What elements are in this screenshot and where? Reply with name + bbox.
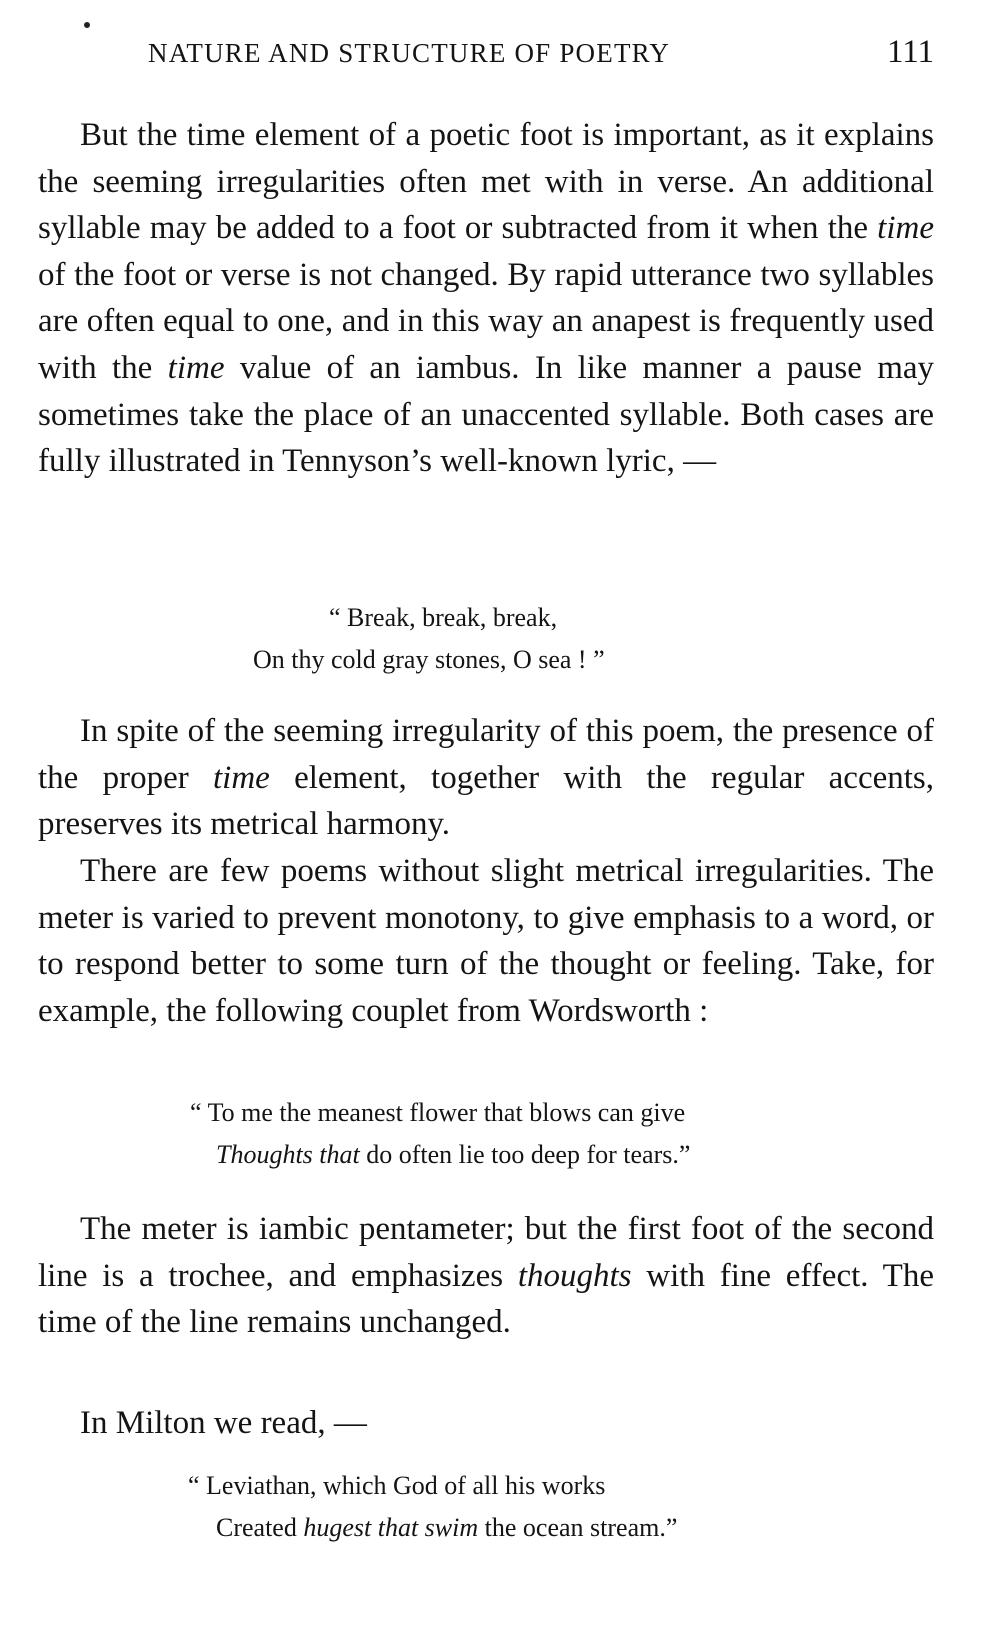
verse-wordsworth bbox=[190, 1092, 690, 1176]
text-run: There are few poems without slight metrical irregularities. The meter is varied to prevent monotony, to give emphasis to a word, or to respond better to some turn of the thought or feeling. Take, for example, the following couplet from Wordsworth : bbox=[38, 853, 934, 1029]
text-run: The meter is iambic pentameter; but the first foot of the second line is a trochee, and emphasizes bbox=[38, 1211, 934, 1294]
paragraph-few-poems bbox=[38, 848, 934, 1034]
text-run: do often lie too deep for tears.” bbox=[359, 1140, 691, 1169]
verse-line: “ Break, break, break, bbox=[329, 603, 558, 632]
text-run: the ocean stream.” bbox=[478, 1513, 678, 1542]
running-title: NATURE AND STRUCTURE OF POETRY bbox=[148, 38, 671, 68]
verse-line: On thy cold gray stones, O sea ! ” bbox=[253, 645, 605, 674]
ink-speck bbox=[84, 22, 90, 28]
italic-word: time bbox=[877, 210, 934, 247]
paragraph-milton bbox=[38, 1400, 934, 1447]
text-run: with fine effect. The time of the line remains unchanged. bbox=[38, 1257, 934, 1341]
italic-word: thoughts bbox=[517, 1257, 632, 1294]
italic-word: time bbox=[212, 759, 270, 796]
paragraph-meter bbox=[38, 1206, 934, 1346]
verse-line: “ Leviathan, which God of all his works bbox=[188, 1471, 606, 1500]
page-header bbox=[148, 34, 934, 71]
text-run: value of an iambus. In like manner a pause may sometimes take the place of an unaccented syllable. Both cases are fully illustrated in Tennyson’s well-known lyric, — bbox=[38, 349, 935, 480]
italic-words: Thoughts that bbox=[216, 1140, 360, 1169]
verse-milton bbox=[188, 1465, 677, 1549]
paragraph-time-element bbox=[38, 112, 934, 485]
verse-line: “ To me the meanest flower that blows can give bbox=[190, 1098, 686, 1127]
verse-tennyson bbox=[253, 597, 605, 681]
italic-words: hugest that swim bbox=[303, 1513, 479, 1542]
text-run: Created bbox=[216, 1513, 304, 1542]
paragraph-irregularity bbox=[38, 708, 934, 848]
text-run: In Milton we read, — bbox=[80, 1405, 367, 1441]
verse-line bbox=[188, 1507, 677, 1549]
text-run: But the time element of a poetic foot is important, as it explains the seeming irregularities often met with in verse. An additional syllable may be added to a foot or subtracted from it when the bbox=[38, 117, 934, 247]
text-run: In spite of the seeming irregularity of this poem, the presence of the proper bbox=[38, 713, 934, 796]
text-run: of the foot or verse is not changed. By rapid utterance two syllables are often equal to one, and in this way an anapest is frequently used with the bbox=[38, 256, 934, 386]
verse-line bbox=[190, 1134, 690, 1176]
italic-word: time bbox=[167, 349, 225, 386]
page-number: 111 bbox=[886, 34, 934, 70]
text-run: element, together with the regular accents, preserves its metrical harmony. bbox=[38, 759, 934, 843]
